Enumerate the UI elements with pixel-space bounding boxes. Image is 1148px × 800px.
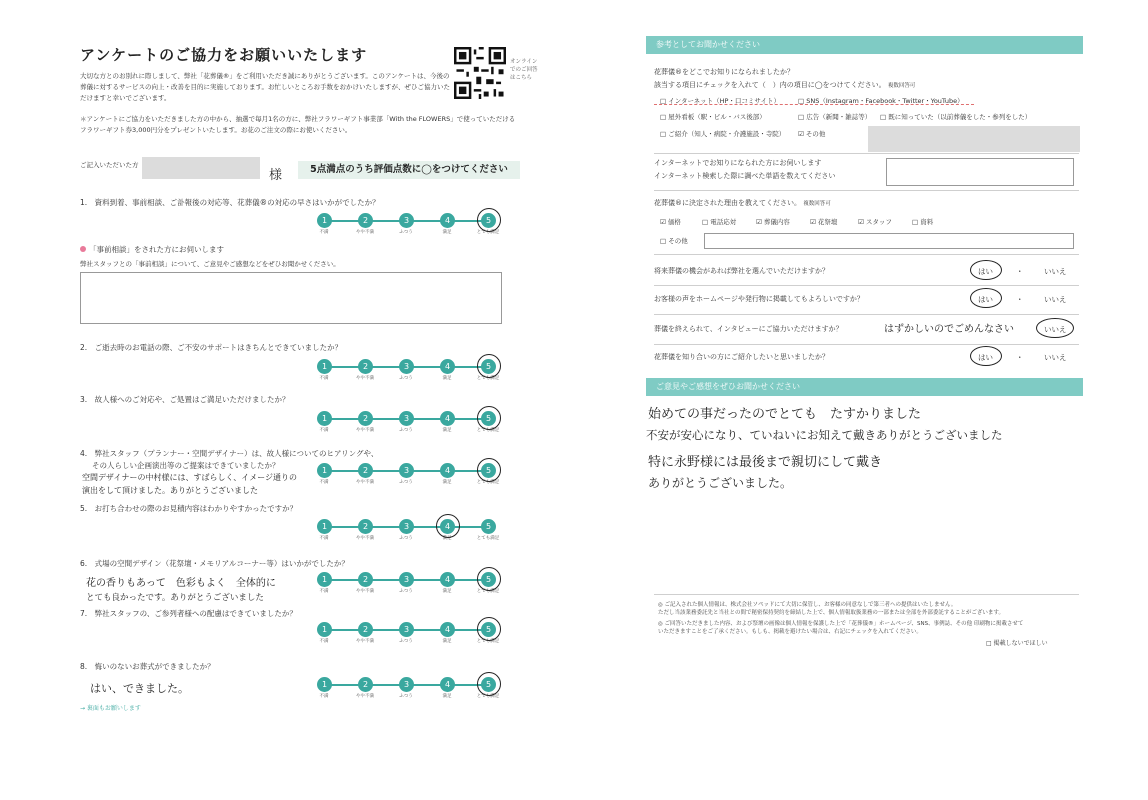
scale-dot: 3 (399, 519, 414, 534)
question-5: 5. お打ち合わせの際のお見積内容はわかりやすかったですか？ (80, 504, 298, 513)
privacy-note-3: ◎ ご回答いただきました内容、および祭壇の画像は個人情報を保護した上で「花葬儀®」ホームページ、SNS、事例誌、その他 印刷物に掲載させて (658, 621, 1024, 627)
source-instruction: 該当する項目にチェックを入れて（ ）内の項目に◯をつけてください。 複数回答可 (654, 81, 916, 89)
source-option-ad[interactable]: □ 広告（新聞・雑誌等） (798, 113, 872, 121)
scale-label: 満足 (442, 536, 452, 541)
scale-label: やや不満 (356, 428, 374, 433)
interview-question: 葬儀を終えられて、インタビューにご協力いただけますか？ (654, 325, 843, 333)
introduce-yes[interactable]: はい (978, 353, 993, 362)
scale-dot: 4 (440, 359, 455, 374)
answer-circle (970, 288, 1002, 308)
separator-dot: ・ (1016, 267, 1024, 276)
scale-dot: 1 (317, 572, 332, 587)
scale-dot: 4 (440, 213, 455, 228)
divider (654, 594, 1079, 595)
scale-dot: 4 (440, 622, 455, 637)
reason-phone[interactable]: □ 電話応対 (702, 218, 737, 226)
scale-label: ふつう (399, 694, 413, 699)
scale-label: とても満足 (476, 536, 500, 541)
search-words-box[interactable] (886, 158, 1074, 186)
scale-label: 満足 (442, 428, 452, 433)
rating-scale-2 (315, 359, 500, 381)
comments-section-header: ご意見やご感想をぜひお聞かせください (646, 378, 1083, 396)
divider (654, 285, 1079, 286)
scale-dot: 1 (317, 213, 332, 228)
redacted-other-answer (868, 126, 1080, 152)
future-yes[interactable]: はい (978, 267, 993, 276)
scale-label: 満足 (442, 376, 452, 381)
selected-rating-mark (477, 354, 501, 378)
divider (654, 314, 1079, 315)
scale-label: とても満足 (476, 480, 500, 485)
scale-dot: 2 (358, 213, 373, 228)
divider (654, 153, 1079, 154)
publish-question: お客様の声をホームページや発行物に掲載してもよろしいですか？ (654, 295, 864, 303)
qr-label: オンラインでのご回答はこちら (510, 59, 538, 81)
scale-label: 不満 (319, 589, 329, 594)
publish-no[interactable]: いいえ (1044, 295, 1067, 304)
answer-circle (970, 346, 1002, 366)
reason-question: 花葬儀®に決定された理由を教えてください。 複数回答可 (654, 199, 831, 207)
reason-staff[interactable]: ☑ スタッフ (858, 218, 892, 226)
scale-label: ふつう (399, 428, 413, 433)
scale-label: 不満 (319, 639, 329, 644)
question-2: 2. ご逝去時のお電話の際、ご不安のサポートはきちんとできていましたか？ (80, 343, 343, 352)
no-publish-checkbox[interactable]: □ 掲載しないでほしい (986, 640, 1048, 647)
reason-materials[interactable]: □ 資料 (912, 218, 934, 226)
selected-rating-mark (477, 458, 501, 482)
selected-rating-mark (436, 514, 460, 538)
answer-circle (970, 260, 1002, 280)
selected-rating-mark (477, 617, 501, 641)
scale-label: 満足 (442, 589, 452, 594)
survey-title: アンケートのご協力をお願いいたします (80, 46, 368, 64)
source-option-known[interactable]: □ 既に知っていた（以前葬儀をした・参列をした） (880, 113, 1032, 121)
separator-dot: ・ (1016, 295, 1024, 304)
selected-rating-mark (477, 406, 501, 430)
scale-dot: 1 (317, 411, 332, 426)
scale-label: ふつう (399, 230, 413, 235)
divider (654, 344, 1079, 345)
rating-scale-1 (315, 213, 500, 235)
source-option-referral[interactable]: □ ご紹介（知人・病院・介護施設・寺院） (660, 130, 786, 138)
sama-label: 様 (269, 168, 283, 183)
scale-dot: 2 (358, 677, 373, 692)
survey-back-page (646, 14, 1083, 714)
scale-label: やや不満 (356, 536, 374, 541)
handwritten-interview-answer: はずかしいのでごめんなさい (884, 324, 1014, 335)
scale-label: ふつう (399, 589, 413, 594)
handwritten-q6-line1: 花の香りもあって 色彩もよく 全体的に (86, 578, 276, 589)
publish-yes[interactable]: はい (978, 295, 993, 304)
scale-dot: 2 (358, 622, 373, 637)
selected-rating-mark (477, 672, 501, 696)
comment-line-2: 不安が安心になり、ていねいにお知えて戴きありがとうございました (646, 428, 1003, 442)
rating-scale-7 (315, 622, 500, 644)
back-page-note: → 裏面もお願いします (80, 705, 141, 712)
scale-dot: 3 (399, 463, 414, 478)
redacted-name (142, 157, 260, 179)
interview-no[interactable]: いいえ (1044, 325, 1067, 334)
question-4-line2: その人らしい企画演出等のご提案はできていましたか？ (92, 461, 280, 470)
scale-label: とても満足 (476, 589, 500, 594)
scale-label: 不満 (319, 536, 329, 541)
scale-dot: 2 (358, 359, 373, 374)
scale-dot: 4 (440, 519, 455, 534)
scale-label: ふつう (399, 480, 413, 485)
scale-dot: 4 (440, 463, 455, 478)
reason-altar[interactable]: ☑ 花祭壇 (810, 218, 838, 226)
privacy-note-4: いただきますことをご了承ください。もしも、掲載を避けたい場合は、右記にチェックを入れてください。 (658, 629, 922, 635)
separator-dot: ・ (1016, 353, 1024, 362)
scale-label: ふつう (399, 639, 413, 644)
reason-other-box[interactable] (704, 233, 1074, 249)
scale-dot: 5 (481, 519, 496, 534)
scale-dot: 3 (399, 572, 414, 587)
divider (654, 190, 1079, 191)
reason-other[interactable]: □ その他 (660, 237, 688, 245)
scale-label: 満足 (442, 639, 452, 644)
comment-line-1: 始めての事だったのでとても たすかりました (648, 407, 922, 422)
qr-code-icon (454, 47, 506, 99)
scale-label: 不満 (319, 376, 329, 381)
source-question: 花葬儀®をどこでお知りになられましたか？ (654, 68, 794, 76)
internet-subquestion: インターネット検索した際に調べた単語を数えてください (654, 172, 836, 180)
scale-label: ふつう (399, 376, 413, 381)
source-option-other[interactable]: ☑ その他 (798, 130, 826, 138)
scale-dot: 1 (317, 359, 332, 374)
question-1: 1. 資料到着、事前相談、ご訃報後の対応等、花葬儀®の対応の早さはいかがでしたか？ (80, 198, 380, 207)
privacy-note-2: ただし当該業務委託先と当社との間で秘密保持契約を締結した上で、個人情報取扱業務の一部または全部を外部委託することがございます。 (658, 610, 1004, 616)
scale-dot: 1 (317, 463, 332, 478)
introduce-question: 花葬儀を知り合いの方にご紹介したいと思いましたか？ (654, 353, 829, 361)
reason-price[interactable]: ☑ 価格 (660, 218, 681, 226)
rating-scale-4 (315, 463, 500, 485)
scale-dot: 3 (399, 622, 414, 637)
scale-dot: 3 (399, 677, 414, 692)
scale-dot: 3 (399, 411, 414, 426)
scale-label: 満足 (442, 480, 452, 485)
scale-label: やや不満 (356, 480, 374, 485)
bullet-icon (80, 246, 86, 252)
future-question: 将来葬儀の機会があれば弊社を選んでいただけますか？ (654, 267, 829, 275)
comment-line-4: ありがとうございました。 (648, 476, 793, 490)
scale-dot: 4 (440, 677, 455, 692)
question-3: 3. 故人様へのご対応や、ご処置はご満足いただけましたか？ (80, 395, 290, 404)
scale-dot: 4 (440, 411, 455, 426)
selected-rating-mark (477, 567, 501, 591)
consult-note: 弊社スタッフとの「事前相談」について、ご意見やご感想などをぜひお聞かせください。 (80, 260, 340, 268)
selected-rating-mark (477, 208, 501, 232)
answer-circle (1036, 318, 1074, 338)
question-6: 6. 式場の空間デザイン（花祭壇・メモリアルコーナー等）はいかがでしたか？ (80, 559, 349, 568)
scale-label: とても満足 (476, 694, 500, 699)
scale-dot: 1 (317, 677, 332, 692)
comment-line-3: 特に永野様には最後まで親切にして戴き (648, 455, 883, 470)
scale-dot: 4 (440, 572, 455, 587)
name-label: ご記入いただいた方 (80, 161, 139, 169)
rating-scale-8 (315, 677, 500, 699)
scale-label: 不満 (319, 428, 329, 433)
reference-section-header: 参考としてお聞かせください (646, 36, 1083, 54)
question-8: 8. 悔いのないお葬式ができましたか？ (80, 662, 215, 671)
handwritten-q6-line2: とても良かったです。ありがとうございました (86, 593, 264, 603)
handwritten-q8: はい、できました。 (90, 682, 189, 695)
scale-label: とても満足 (476, 230, 500, 235)
scale-label: 不満 (319, 694, 329, 699)
scale-label: やや不満 (356, 639, 374, 644)
scale-dot: 1 (317, 622, 332, 637)
privacy-note-1: ◎ ご記入された個人情報は、株式会社ソペッドにて大切に保管し、お客様の同意なしで第三者への提供はいたしません。 (658, 602, 957, 608)
survey-front-page (62, 14, 542, 719)
source-option-sns[interactable]: □ SNS（Instagram・Facebook・Twitter・YouTube） (798, 97, 964, 105)
scale-label: 不満 (319, 230, 329, 235)
intro-text: 大切な方とのお別れに際しまして、弊社「花葬儀®」をご利用いただき誠にありがとうございます。このアンケートは、今後の葬儀に対するサービスの向上・改善を目的に実施しております。お忙しいところお手数をおかけいたしますが、ぜひご協力いただけますと幸いでございます。 (80, 72, 450, 102)
divider (654, 254, 1079, 255)
scale-dot: 5 (481, 411, 496, 426)
scale-dot: 5 (481, 463, 496, 478)
consult-comment-box[interactable] (80, 272, 502, 324)
scale-label: やや不満 (356, 376, 374, 381)
scale-label: 満足 (442, 694, 452, 699)
source-option-billboard[interactable]: □ 屋外看板（駅・ビル・バス後部） (660, 113, 766, 121)
scale-label: 満足 (442, 230, 452, 235)
scale-dot: 2 (358, 519, 373, 534)
scale-label: とても満足 (476, 428, 500, 433)
internet-question: インターネットでお知りになられた方にお伺いします (654, 159, 822, 167)
scale-label: やや不満 (356, 694, 374, 699)
rating-scale-6 (315, 572, 500, 594)
scale-dot: 5 (481, 572, 496, 587)
future-no[interactable]: いいえ (1044, 267, 1067, 276)
scale-dot: 3 (399, 359, 414, 374)
scale-dot: 5 (481, 622, 496, 637)
scale-label: ふつう (399, 536, 413, 541)
rating-instruction-banner: 5点満点のうち評価点数に◯をつけてください (298, 161, 520, 179)
source-option-internet[interactable]: □ インターネット（HP・口コミサイト） (660, 97, 780, 105)
scale-dot: 3 (399, 213, 414, 228)
scale-label: とても満足 (476, 376, 500, 381)
introduce-no[interactable]: いいえ (1044, 353, 1067, 362)
scale-dot: 1 (317, 519, 332, 534)
scale-dot: 5 (481, 359, 496, 374)
rating-scale-3 (315, 411, 500, 433)
gift-note: ＊アンケートにご協力をいただきました方の中から、抽選で毎月1名の方に、弊社フラワーギフト事業部「With the FLOWERS」で使っていただけるフラワーギフト券3,000円分をプレゼントいたします。お花のご注文の際にお使いください。 (80, 115, 516, 134)
consult-title: 「事前相談」をされた方にお伺いします (80, 244, 224, 255)
scale-label: やや不満 (356, 589, 374, 594)
scale-label: 不満 (319, 480, 329, 485)
rating-scale-5 (315, 519, 500, 541)
question-7: 7. 弊社スタッフの、ご参列者様への配慮はできていましたか？ (80, 609, 297, 618)
scale-dot: 2 (358, 411, 373, 426)
handwritten-q4-line2: 演出をして頂けました。ありがとうございました (82, 486, 258, 495)
scale-dot: 5 (481, 213, 496, 228)
scale-label: とても満足 (476, 639, 500, 644)
scale-dot: 5 (481, 677, 496, 692)
reason-content[interactable]: ☑ 葬儀内容 (756, 218, 790, 226)
handwritten-q4-line1: 空間デザイナーの中村様には、すばらしく、イメージ通りの (82, 473, 298, 482)
scale-label: やや不満 (356, 230, 374, 235)
scale-dot: 2 (358, 463, 373, 478)
scale-dot: 2 (358, 572, 373, 587)
question-4: 4. 弊社スタッフ（プランナー・空間デザイナー）は、故人様についてのヒアリングや、 (80, 449, 379, 458)
